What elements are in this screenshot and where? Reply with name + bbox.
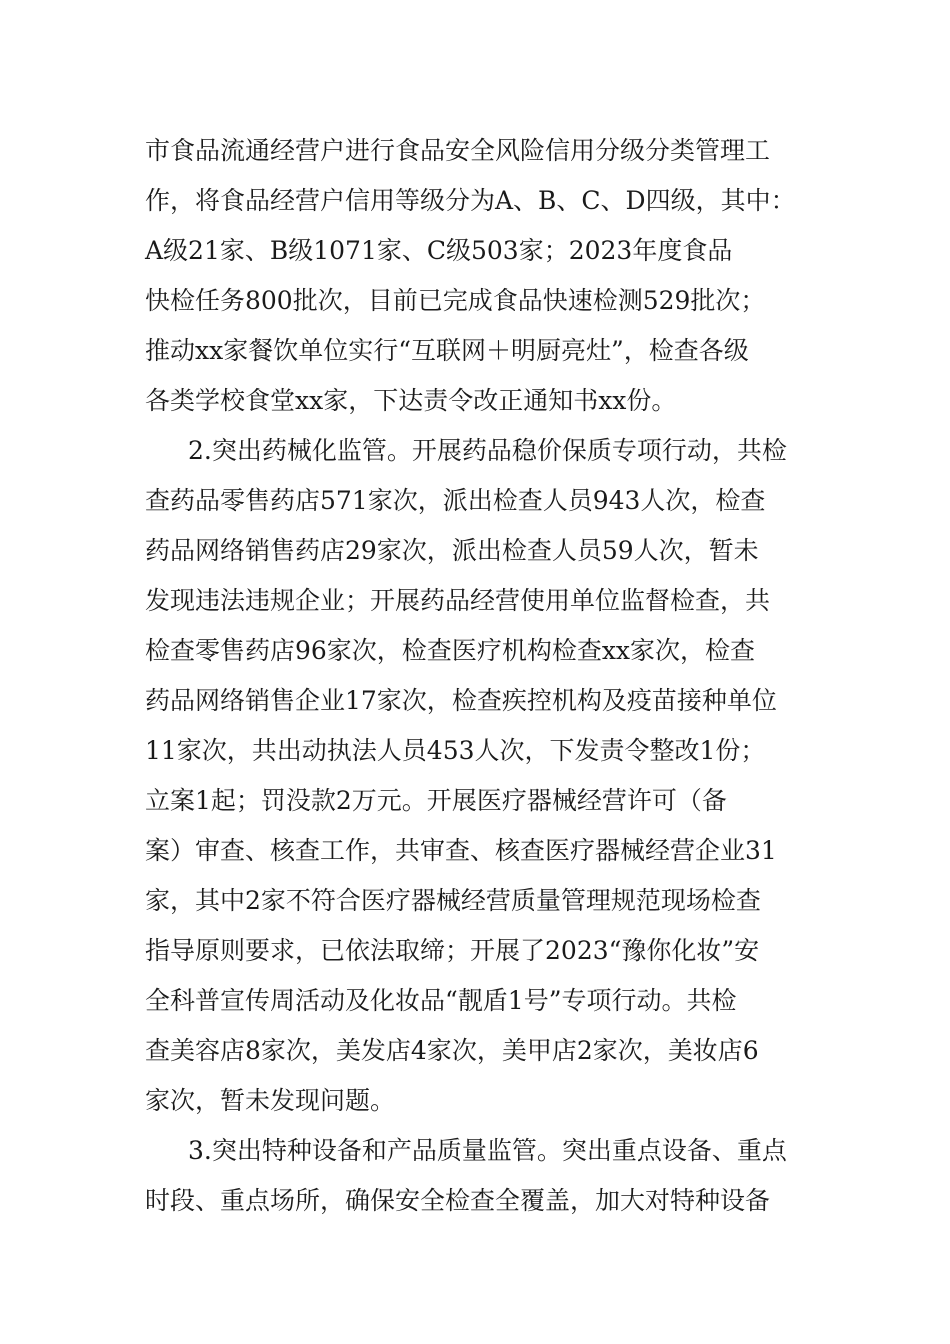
- text-line: 市食品流通经营户进行食品安全风险信用分级分类管理工: [145, 136, 771, 165]
- text-line: 各类学校食堂xx家，下达责令改正通知书xx份。: [145, 386, 677, 415]
- text-line: 立案1起；罚没款2万元。开展医疗器械经营许可（备: [145, 786, 727, 815]
- text-line: 药品网络销售企业17家次，检查疾控机构及疫苗接种单位: [145, 686, 777, 715]
- text-line: 全科普宣传周活动及化妆品“靓盾1号”专项行动。共检: [145, 986, 737, 1015]
- text-line: 发现违法违规企业；开展药品经营使用单位监督检查，共: [145, 586, 771, 615]
- text-line: 作，将食品经营户信用等级分为A、B、C、D四级，其中：: [145, 186, 796, 215]
- text-line: 快检任务800批次，目前已完成食品快速检测529批次；: [145, 286, 766, 315]
- text-line: 案）审查、核查工作，共审查、核查医疗器械经营企业31: [145, 836, 777, 865]
- paragraph-heading-line: 2.突出药械化监管。开展药品稳价保质专项行动，共检: [188, 436, 787, 465]
- text-line: 查药品零售药店571家次，派出检查人员943人次，检查: [145, 486, 766, 515]
- text-line: 药品网络销售药店29家次，派出检查人员59人次，暂未: [145, 536, 759, 565]
- paragraph-heading-line: 3.突出特种设备和产品质量监管。突出重点设备、重点: [188, 1136, 787, 1165]
- text-line: 11家次，共出动执法人员453人次，下发责令整改1份；: [145, 736, 766, 765]
- text-line: 家次，暂未发现问题。: [145, 1086, 396, 1115]
- text-line: A级21家、B级1071家、C级503家；2023年度食品: [145, 236, 733, 265]
- text-line: 时段、重点场所，确保安全检查全覆盖，加大对特种设备: [145, 1186, 771, 1215]
- text-line: 推动xx家餐饮单位实行“互联网＋明厨亮灶”，检查各级: [145, 336, 749, 365]
- text-line: 检查零售药店96家次，检查医疗机构检查xx家次，检查: [145, 636, 756, 665]
- text-line: 家，其中2家不符合医疗器械经营质量管理规范现场检查: [145, 886, 761, 915]
- text-line: 指导原则要求，已依法取缔；开展了2023“豫你化妆”安: [145, 936, 760, 965]
- text-line: 查美容店8家次，美发店4家次，美甲店2家次，美妆店6: [145, 1036, 759, 1065]
